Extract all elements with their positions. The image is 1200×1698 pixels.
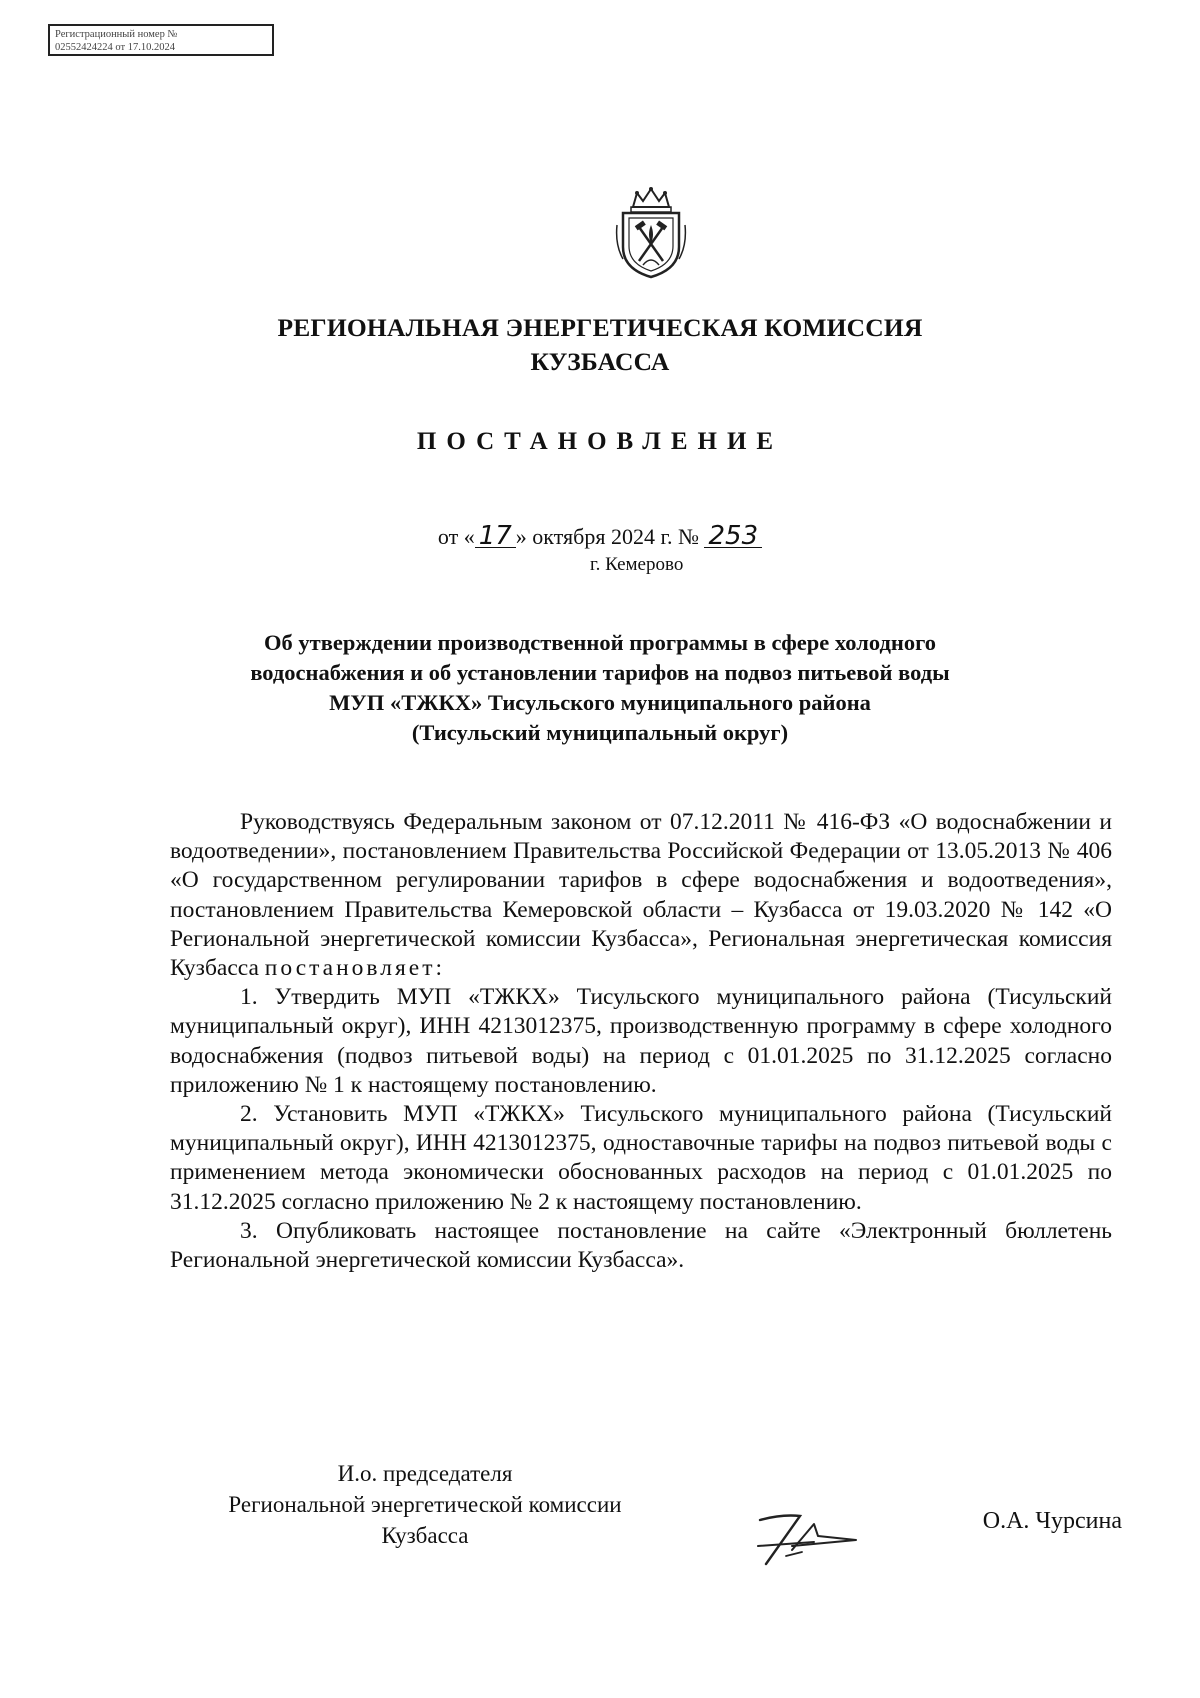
subject-line-2: водоснабжения и об установлении тарифов на подвоз питьевой воды <box>250 660 950 685</box>
preamble-text: Руководствуясь Федеральным законом от 07.12.2011 № 416-ФЗ «О водоснабжении и водоотведении», постановлением Правительства Российской Федерации от 13.05.2013 № 406 «О государственном регулировании тарифов в сфере водоснабжения и водоотведения», постановлением Правительства Кемеровской области – Кузбасса от 19.03.2020 № 142 «О Региональной энергетической комиссии Кузбасса», Региональная энергетическая комиссия Кузбасса <box>170 809 1112 982</box>
date-prefix: от « <box>437 524 475 549</box>
document-subject <box>0 628 1200 748</box>
registration-line-2: 02552424224 от 17.10.2024 <box>55 42 175 53</box>
signatory-title-line-3: Кузбасса <box>381 1523 469 1548</box>
subject-line-3: МУП «ТЖКХ» Тисульского муниципального района <box>329 690 871 715</box>
document-number: 253 <box>704 525 762 548</box>
city: г. Кемерово <box>590 554 684 575</box>
preamble-paragraph <box>170 808 1112 983</box>
item-3: 3. Опубликовать настоящее постановление на сайте «Электронный бюллетень Региональной энергетической комиссии Кузбасса». <box>170 1217 1112 1274</box>
item-2: 2. Установить МУП «ТЖКХ» Тисульского муниципального района (Тисульский муниципальный округ), ИНН 4213012375, одноставочные тарифы на подвоз питьевой воды с применением метода экономически обоснованных расходов на период с 01.01.2025 по 31.12.2025 согласно приложению № 2 к настоящему постановлению. <box>170 1101 1112 1215</box>
org-line-1: РЕГИОНАЛЬНАЯ ЭНЕРГЕТИЧЕСКАЯ КОМИССИЯ <box>277 313 923 342</box>
organization-name <box>0 311 1200 379</box>
signatory-title-line-1: И.о. председателя <box>337 1461 513 1486</box>
date-middle: » октября 2024 г. № <box>515 524 705 549</box>
subject-line-1: Об утверждении производственной программы в сфере холодного <box>264 630 936 655</box>
date-day: 17 <box>475 525 516 548</box>
registration-line-1: Регистрационный номер № <box>55 29 178 40</box>
signatory-title-line-2: Региональной энергетической комиссии <box>228 1492 622 1517</box>
document-type: ПОСТАНОВЛЕНИЕ <box>416 428 784 455</box>
registration-stamp <box>48 24 274 56</box>
signatory-name: О.А. Чурсина <box>982 1508 1122 1534</box>
document-body <box>170 808 1112 1275</box>
date-line <box>0 523 1200 551</box>
handwritten-signature-icon <box>752 1506 892 1568</box>
subject-line-4: (Тисульский муниципальный округ) <box>411 720 789 745</box>
item-1: 1. Утвердить МУП «ТЖКХ» Тисульского муниципального района (Тисульский муниципальный округ), ИНН 4213012375, производственную программу в сфере холодного водоснабжения (подвоз питьевой воды) на период с 01.01.2025 по 31.12.2025 согласно приложению № 1 к настоящему постановлению. <box>170 984 1112 1098</box>
signatory-title <box>170 1458 680 1551</box>
resolves-word: постановляет: <box>264 955 445 982</box>
kuzbass-coat-of-arms-icon <box>613 185 689 281</box>
org-line-2: КУЗБАССА <box>530 347 670 376</box>
